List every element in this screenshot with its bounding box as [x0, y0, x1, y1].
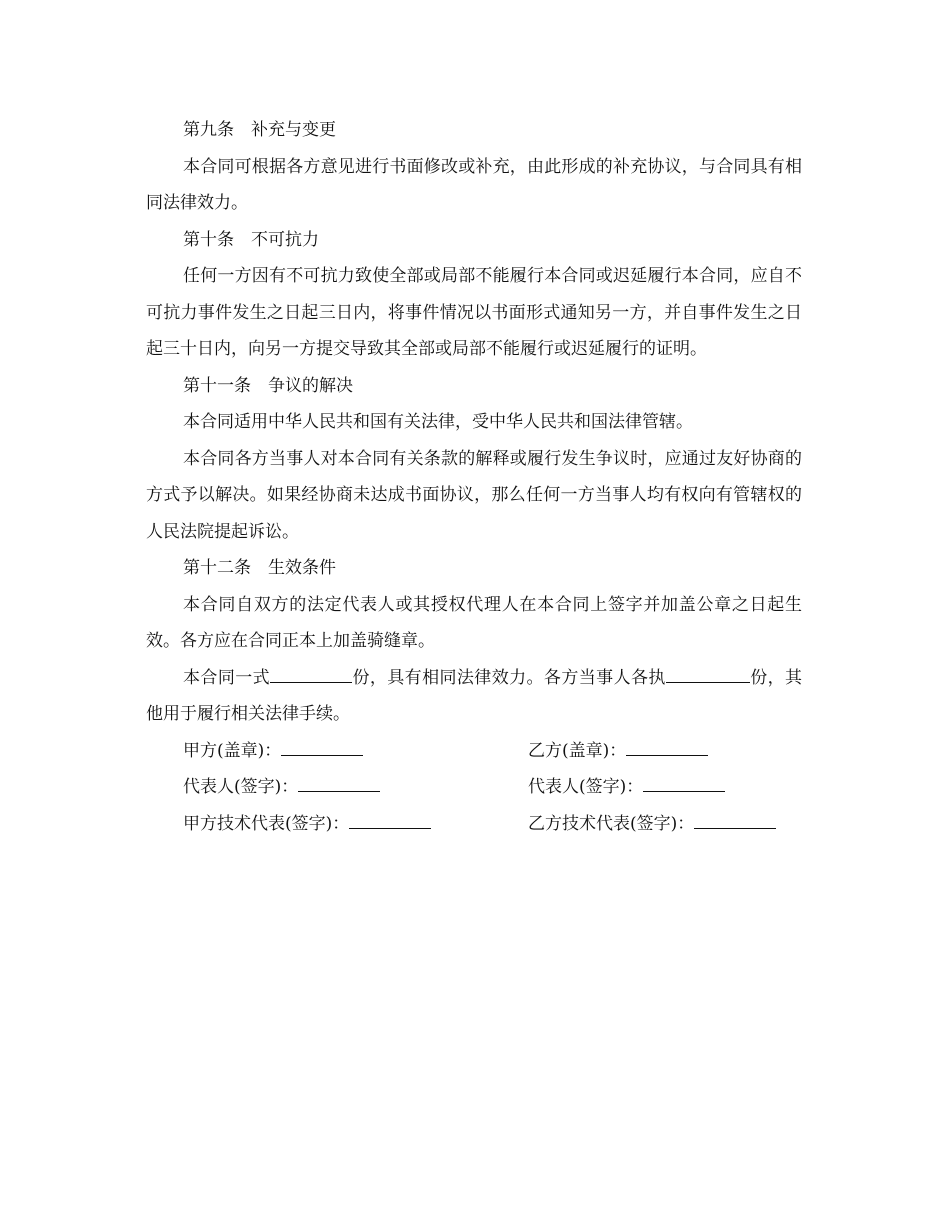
- party-a-tech-rep-field: [146, 806, 528, 843]
- copies-count-blank: [270, 667, 352, 683]
- party-b-seal-blank: [626, 740, 708, 756]
- copies-text-3: 份，其他用于履行相关法律手续。: [146, 667, 803, 724]
- party-b-seal-field: [528, 733, 802, 770]
- signature-row-seal: [146, 733, 802, 770]
- party-a-rep-label: 代表人(签字)：: [183, 777, 299, 797]
- article-12-body-1: 本合同自双方的法定代表人或其授权代理人在本合同上签字并加盖公章之日起生效。各方应在合同正本上加盖骑缝章。: [146, 594, 802, 651]
- article-10-body: 任何一方因有不可抗力致使全部或局部不能履行本合同或迟延履行本合同，应自不可抗力事件发生之日起三日内，将事件情况以书面形式通知另一方，并自事件发生之日起三十日内，向另一方提交导致其全部或局部不能履行或迟延履行的证明。: [146, 266, 802, 359]
- party-b-tech-rep-field: [528, 806, 802, 843]
- party-a-tech-rep-blank: [349, 813, 431, 829]
- party-a-rep-blank: [298, 776, 380, 792]
- contract-body: [146, 112, 802, 842]
- article-10-heading: 第十条 不可抗力: [183, 229, 319, 250]
- party-a-seal-blank: [281, 740, 363, 756]
- article-11-body-2: 本合同各方当事人对本合同有关条款的解释或履行发生争议时，应通过友好协商的方式予以解决。如果经协商未达成书面协议，那么任何一方当事人均有权向有管辖权的人民法院提起诉讼。: [146, 448, 802, 542]
- party-b-rep-blank: [643, 776, 725, 792]
- article-9-heading: 第九条 补充与变更: [183, 120, 336, 140]
- party-a-seal-label: 甲方(盖章)：: [183, 740, 282, 761]
- signature-row-technical: [146, 806, 802, 843]
- party-b-seal-label: 乙方(盖章)：: [528, 740, 627, 761]
- article-12-copies-clause: [146, 660, 802, 733]
- signature-row-representative: [146, 769, 802, 806]
- copies-text-2: 份，具有相同法律效力。各方当事人各执: [352, 667, 666, 688]
- party-a-seal-field: [146, 733, 528, 770]
- copies-text-1: 本合同一式: [183, 667, 271, 688]
- copies-each-blank: [666, 667, 750, 683]
- article-12-heading: 第十二条 生效条件: [183, 558, 336, 578]
- party-b-tech-rep-blank: [694, 813, 776, 829]
- article-9-body: 本合同可根据各方意见进行书面修改或补充，由此形成的补充协议，与合同具有相同法律效力。: [146, 156, 802, 213]
- party-b-rep-field: [528, 769, 802, 806]
- party-a-tech-rep-label: 甲方技术代表(签字)：: [183, 813, 350, 834]
- party-b-rep-label: 代表人(签字)：: [528, 777, 644, 797]
- article-11-heading: 第十一条 争议的解决: [183, 375, 353, 396]
- party-a-rep-field: [146, 769, 528, 806]
- party-b-tech-rep-label: 乙方技术代表(签字)：: [528, 813, 695, 834]
- article-11-body-1: 本合同适用中华人民共和国有关法律，受中华人民共和国法律管辖。: [183, 412, 693, 432]
